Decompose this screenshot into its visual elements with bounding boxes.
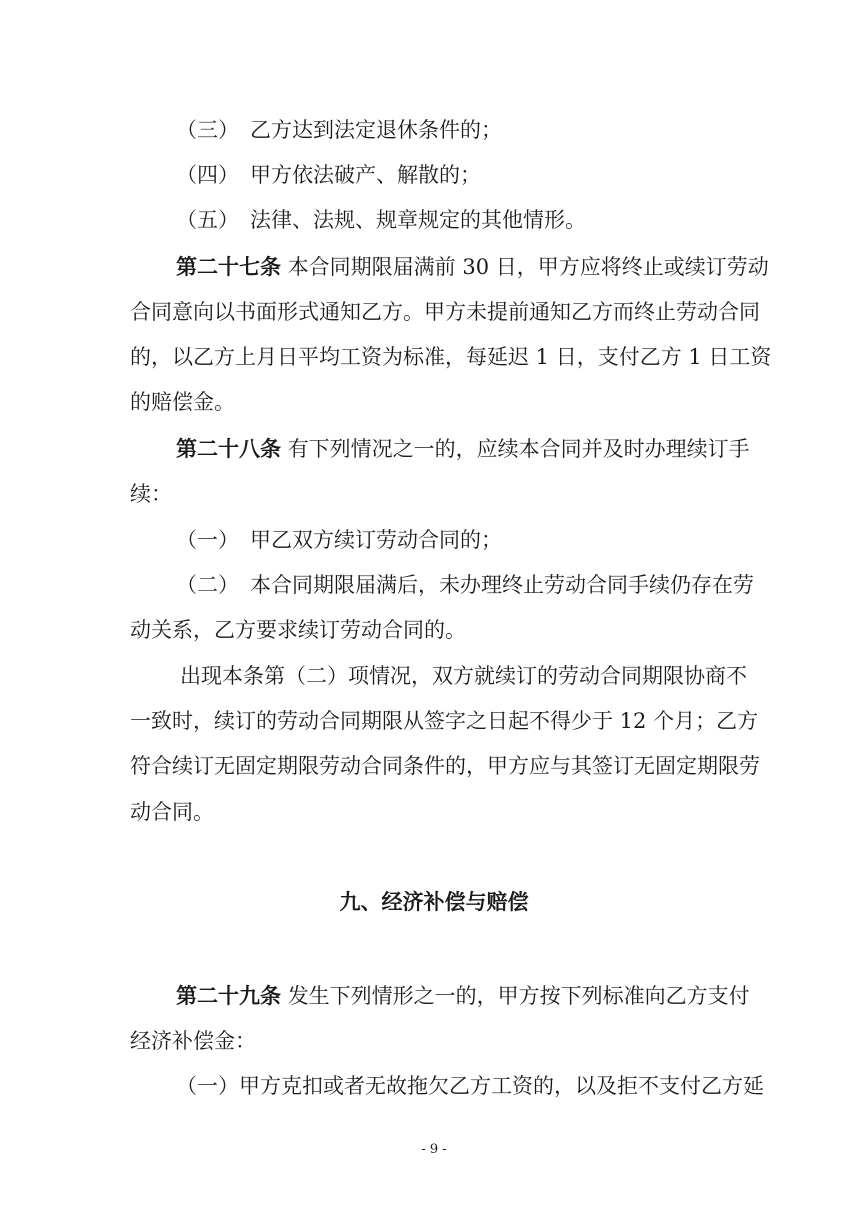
paragraph-line-2: 一致时，续订的劳动合同期限从签字之日起不得少于 12 个月；乙方 (130, 709, 759, 733)
article-27-text: 本合同期限届满前 30 日，甲方应将终止或续订劳动 (287, 255, 769, 279)
item-number: （五） (176, 208, 239, 232)
article-27-title: 第二十七条 (176, 254, 281, 279)
article-29-item-1: （一）甲方克扣或者无故拖欠乙方工资的，以及拒不支付乙方延 (176, 1074, 764, 1098)
list-item (176, 571, 754, 599)
article-29-text: 发生下列情形之一的，甲方按下列标准向乙方支付 (287, 984, 750, 1008)
paragraph-line-1: 出现本条第（二）项情况，双方就续订的劳动合同期限协商不 (180, 664, 747, 688)
article-29-title: 第二十九条 (176, 983, 281, 1008)
item-text: 本合同期限届满后，未办理终止劳动合同手续仍存在劳 (250, 573, 754, 597)
article-28-text: 有下列情况之一的，应续本合同并及时办理续订手 (287, 437, 750, 461)
article-27-line-1 (176, 253, 769, 281)
list-item (176, 161, 481, 189)
item-text: 甲方依法破产、解散的； (250, 163, 481, 187)
item-number: （三） (176, 118, 239, 142)
article-27-line-4: 的赔偿金。 (130, 390, 235, 414)
list-item (176, 206, 586, 234)
list-item (176, 526, 502, 554)
item-text: 法律、法规、规章规定的其他情形。 (250, 208, 586, 232)
item-number: （四） (176, 163, 239, 187)
article-27-line-3: 的，以乙方上月日平均工资为标准，每延迟 1 日，支付乙方 1 日工资 (130, 345, 772, 369)
page-number: - 9 - (421, 1142, 447, 1157)
item-number: （一） (176, 528, 239, 552)
article-28-line-1 (176, 435, 750, 463)
item-text: 甲乙双方续订劳动合同的； (250, 528, 502, 552)
item-number: （二） (176, 573, 239, 597)
item-text: 乙方达到法定退休条件的； (250, 118, 502, 142)
list-item-continuation: 动关系，乙方要求续订劳动合同的。 (130, 618, 466, 642)
paragraph-line-4: 动合同。 (130, 800, 214, 824)
section-heading: 九、经济补偿与赔偿 (339, 889, 529, 914)
article-27-line-2: 合同意向以书面形式通知乙方。甲方未提前通知乙方而终止劳动合同 (130, 300, 760, 324)
list-item (176, 116, 502, 144)
article-28-title: 第二十八条 (176, 436, 281, 461)
article-28-line-2: 续： (130, 482, 172, 506)
article-29-line-1 (176, 982, 750, 1010)
paragraph-line-3: 符合续订无固定期限劳动合同条件的，甲方应与其签订无固定期限劳 (130, 754, 760, 778)
article-29-line-2: 经济补偿金： (130, 1029, 256, 1053)
